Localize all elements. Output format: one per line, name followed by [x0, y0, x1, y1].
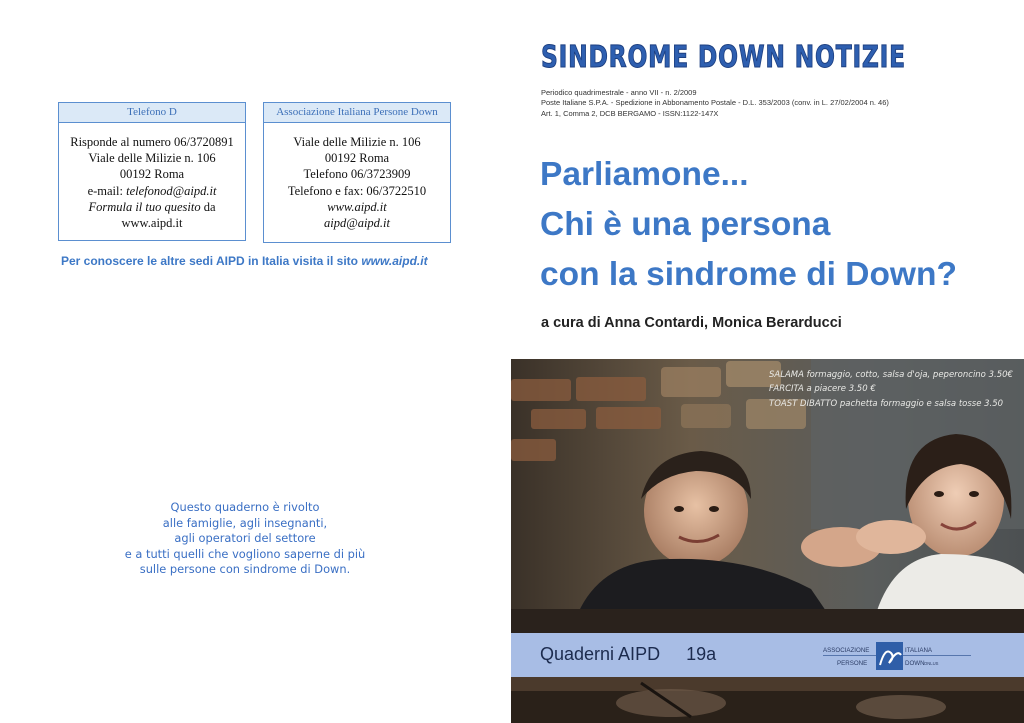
chalk-line-2: FARCITA a piacere 3.50 € [769, 384, 876, 394]
telefono-d-formula-line [59, 199, 245, 215]
cover-photo-illustration [511, 359, 1024, 633]
sedi-link[interactable]: www.aipd.it [361, 254, 428, 268]
quaderni-bar [511, 633, 1024, 677]
quaderno-intro [100, 500, 390, 578]
aipd-phone: Telefono 06/3723909 [303, 167, 411, 182]
title-line: Chi è una persona [540, 206, 831, 243]
telefono-d-email-line [59, 183, 245, 199]
quaderno-line: sulle persone con sindrome di Down. [139, 562, 351, 576]
aipd-box [263, 102, 451, 243]
sedi-text: Per conoscere le altre sedi AIPD in Italia visita il sito [61, 254, 362, 268]
aipd-logo [823, 641, 983, 671]
telefono-d-city: 00192 Roma [119, 167, 185, 182]
sedi-notice [61, 254, 428, 268]
quaderni-label [540, 644, 716, 665]
logo-word-1: ASSOCIAZIONE [823, 647, 870, 654]
chalk-line-3: TOAST DIBATTO pachetta formaggio e salsa tosse 3.50 [769, 399, 1004, 409]
logo-word-5: ONLUS [924, 661, 939, 666]
formula-tail: da [200, 199, 216, 214]
quaderno-line: alle famiglie, agli insegnanti, [162, 515, 328, 530]
quaderni-number: 19a [686, 644, 717, 664]
aipd-web-link[interactable]: www.aipd.it [327, 199, 387, 214]
authors-line: a cura di Anna Contardi, Monica Berarducci [541, 315, 842, 331]
bottom-photo-illustration [511, 677, 1024, 723]
quaderno-line: Questo quaderno è rivolto [170, 500, 320, 514]
aipd-body [264, 123, 450, 231]
bottom-photo [511, 677, 1024, 723]
aipd-header: Associazione Italiana Persone Down [264, 103, 450, 123]
telefono-d-phone: Risponde al numero 06/3720891 [70, 135, 234, 149]
quaderno-line: e a tutti quelli che vogliono saperne di più [124, 546, 366, 561]
cover-title [540, 150, 957, 300]
pub-line: Periodico quadrimestrale - anno VII - n. 2/2009 [541, 88, 697, 97]
telefono-d-header: Telefono D [59, 103, 245, 123]
email-label: e-mail: [87, 183, 127, 198]
telefono-d-site-link[interactable]: www.aipd.it [121, 216, 183, 231]
telefono-d-email-link[interactable]: telefonod@aipd.it [126, 183, 217, 198]
formula-text: Formula il tuo quesito [88, 199, 201, 214]
cover-photo [511, 359, 1024, 633]
pub-line: Art. 1, Comma 2, DCB BERGAMO - ISSN:1122-147X [541, 108, 719, 118]
title-line: Parliamone... [540, 156, 749, 193]
telefono-d-box [58, 102, 246, 241]
logo-mark-icon [876, 642, 903, 670]
aipd-address: Viale delle Milizie n. 106 [293, 135, 421, 149]
telefono-d-body [59, 123, 245, 231]
chalk-line-1: SALAMA formaggio, cotto, salsa d'oja, peperoncino 3.50€ [769, 370, 1013, 380]
aipd-fax: Telefono e fax: 06/3722510 [287, 183, 427, 198]
logo-word-2: ITALIANA [905, 647, 933, 654]
telefono-d-address: Viale delle Milizie n. 106 [88, 151, 216, 166]
aipd-email-link[interactable]: aipd@aipd.it [323, 216, 390, 231]
quaderni-series: Quaderni AIPD [540, 644, 661, 664]
quaderno-line: agli operatori del settore [174, 531, 316, 545]
pub-line: Poste Italiane S.P.A. - Spedizione in Abbonamento Postale - D.L. 353/2003 (conv. in L. 27/02/2004 n. 46) [541, 98, 889, 108]
logo-word-4: DOWN [905, 660, 925, 667]
aipd-city: 00192 Roma [324, 151, 390, 166]
publication-info [541, 88, 889, 119]
title-line: con la sindrome di Down? [540, 256, 957, 293]
masthead-title: SINDROME DOWN NOTIZIE [541, 40, 906, 75]
logo-word-3: PERSONE [837, 660, 868, 667]
